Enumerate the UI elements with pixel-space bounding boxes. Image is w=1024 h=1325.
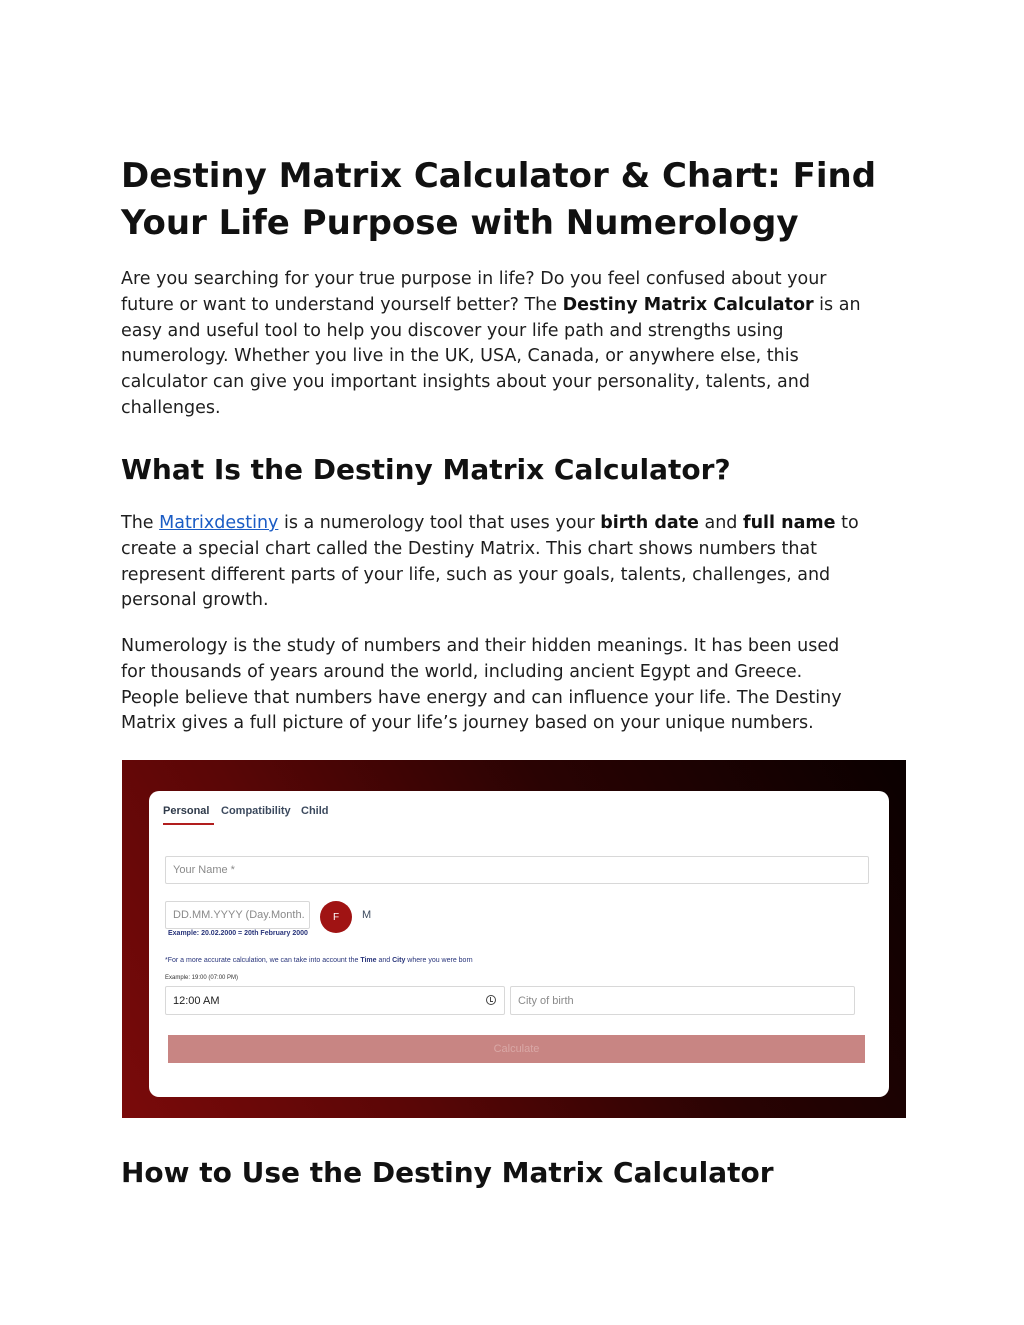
calculator-screenshot xyxy=(122,760,906,1118)
gender-male-button[interactable]: M xyxy=(362,909,372,921)
section-heading-what-is: What Is the Destiny Matrix Calculator? xyxy=(121,453,731,486)
paragraph-line: Numerology is the study of numbers and their hidden meanings. It has been used xyxy=(121,636,840,656)
birth-date-input[interactable]: DD.MM.YYYY (Day.Month. xyxy=(165,901,310,929)
birth-time-input[interactable] xyxy=(165,986,505,1015)
tab-compatibility[interactable]: Compatibility xyxy=(221,805,291,817)
intro-paragraph xyxy=(121,267,906,422)
title-line-1: Destiny Matrix Calculator & Chart: Find xyxy=(121,156,877,196)
paragraph-line: personal growth. xyxy=(121,590,269,611)
title-line-2: Your Life Purpose with Numerology xyxy=(121,203,799,243)
intro-line: challenges. xyxy=(121,397,221,418)
date-example-hint: Example: 20.02.2000 = 20th February 2000 xyxy=(168,930,308,937)
accuracy-note: *For a more accurate calculation, we can take into account the Time and City where you were born xyxy=(165,957,473,964)
intro-line: future or want to understand yourself better? The Destiny Matrix Calculator is an xyxy=(121,294,861,315)
tab-personal[interactable]: Personal xyxy=(163,805,210,817)
intro-line: easy and useful tool to help you discover your life path and strengths using xyxy=(121,320,784,341)
paragraph-line: Matrix gives a full picture of your life’s journey based on your unique numbers. xyxy=(121,713,814,734)
paragraph-line: create a special chart called the Destiny Matrix. This chart shows numbers that xyxy=(121,538,817,559)
paragraph-line: represent different parts of your life, such as your goals, talents, challenges, and xyxy=(121,564,831,585)
bold-term: birth date xyxy=(600,513,699,533)
city-of-birth-input[interactable]: City of birth xyxy=(510,986,855,1015)
bold-term: Destiny Matrix Calculator xyxy=(562,294,814,315)
matrixdestiny-link[interactable]: Matrixdestiny xyxy=(159,513,279,533)
intro-line: numerology. Whether you live in the UK, USA, Canada, or anywhere else, this xyxy=(121,346,799,367)
numerology-paragraph xyxy=(121,634,906,737)
gender-female-button[interactable]: F xyxy=(320,901,352,933)
clock-icon[interactable] xyxy=(486,995,496,1005)
intro-line: calculator can give you important insights about your personality, talents, and xyxy=(121,372,810,393)
intro-line: Are you searching for your true purpose in life? Do you feel confused about your xyxy=(121,269,827,289)
bold-term: full name xyxy=(742,513,836,533)
time-value: 12:00 AM xyxy=(173,994,220,1007)
paragraph-line: for thousands of years around the world, including ancient Egypt and Greece. xyxy=(121,661,803,682)
paragraph-line: The Matrixdestiny is a numerology tool that uses your birth date and full name to xyxy=(121,513,859,533)
active-tab-indicator xyxy=(163,823,214,825)
time-example-hint: Example: 19:00 (07:00 PM) xyxy=(165,975,239,981)
tab-child[interactable]: Child xyxy=(301,805,329,817)
calculate-button[interactable]: Calculate xyxy=(168,1035,865,1063)
name-input[interactable]: Your Name * xyxy=(165,856,869,884)
definition-paragraph xyxy=(121,511,906,614)
calculator-card xyxy=(149,791,889,1097)
section-heading-how-to-use: How to Use the Destiny Matrix Calculator xyxy=(121,1156,774,1189)
paragraph-line: People believe that numbers have energy and can influence your life. The Destiny xyxy=(121,687,842,708)
article-title xyxy=(121,153,906,247)
